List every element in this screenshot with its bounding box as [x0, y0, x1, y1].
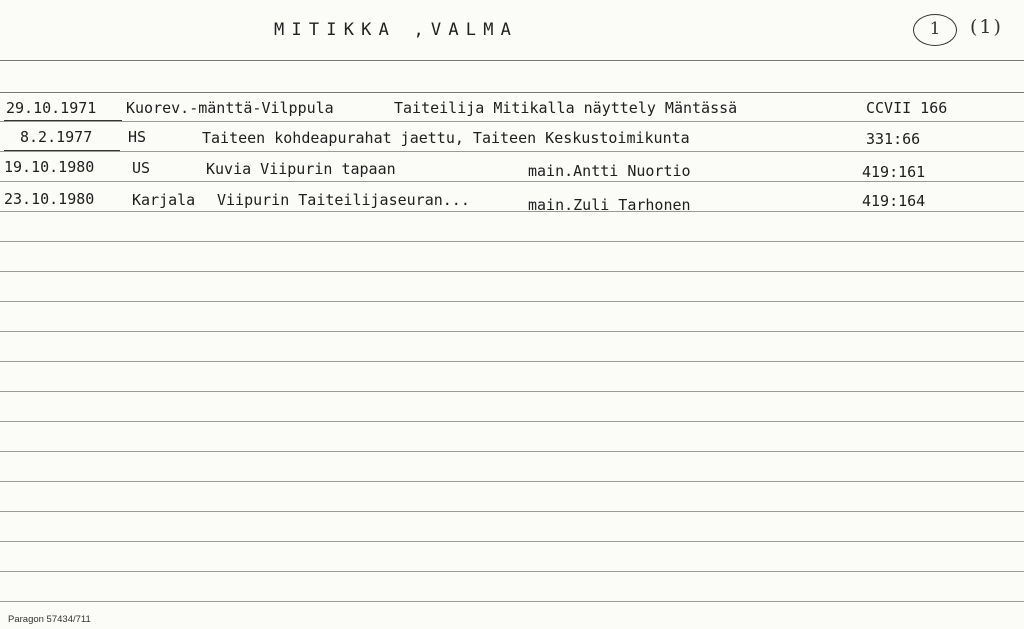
entry-title: Taiteen kohdeapurahat jaettu, Taiteen Keskustoimikunta	[202, 129, 690, 147]
ruled-line	[0, 451, 1024, 452]
entry-source: Kuorev.-mänttä-Vilppula	[126, 99, 334, 117]
ruled-line	[0, 511, 1024, 512]
ruled-line	[0, 60, 1024, 61]
entry-ref: 331:66	[866, 130, 921, 148]
entry-title: Taiteilija Mitikalla näyttely Mäntässä	[394, 99, 738, 117]
ruled-line	[0, 151, 1024, 152]
entry-note: main.Zuli Tarhonen	[528, 196, 691, 214]
card-title: MITIKKA ,VALMA	[274, 20, 519, 40]
ruled-line	[0, 541, 1024, 542]
ruled-line	[0, 331, 1024, 332]
date-underline	[4, 120, 122, 121]
entry-date: 19.10.1980	[4, 158, 95, 176]
entry-title: Viipurin Taiteilijaseuran...	[217, 191, 470, 209]
entry-note: main.Antti Nuortio	[528, 162, 691, 180]
ruled-line	[0, 481, 1024, 482]
entry-source: Karjala	[132, 191, 196, 209]
ruled-line	[0, 301, 1024, 302]
card-footer-print: Paragon 57434/711	[8, 614, 91, 625]
ruled-line	[0, 181, 1024, 182]
handwritten-paren-number: (1)	[970, 16, 1003, 38]
entry-source: US	[132, 159, 151, 177]
ruled-line	[0, 241, 1024, 242]
entry-ref: CCVII 166	[866, 99, 948, 117]
handwritten-circled-number: 1	[913, 14, 957, 46]
entry-title: Kuvia Viipurin tapaan	[206, 160, 396, 178]
ruled-line	[0, 211, 1024, 212]
ruled-line	[0, 92, 1024, 93]
entry-ref: 419:164	[862, 192, 926, 210]
entry-source: HS	[128, 128, 147, 146]
ruled-line	[0, 121, 1024, 122]
entry-ref: 419:161	[862, 163, 926, 181]
ruled-line	[0, 361, 1024, 362]
ruled-line	[0, 421, 1024, 422]
date-underline	[4, 150, 120, 151]
entry-date: 23.10.1980	[4, 190, 95, 208]
ruled-line	[0, 571, 1024, 572]
entry-date: 8.2.1977	[20, 128, 93, 146]
ruled-line	[0, 601, 1024, 602]
ruled-line	[0, 271, 1024, 272]
entry-date: 29.10.1971	[6, 99, 97, 117]
ruled-line	[0, 391, 1024, 392]
